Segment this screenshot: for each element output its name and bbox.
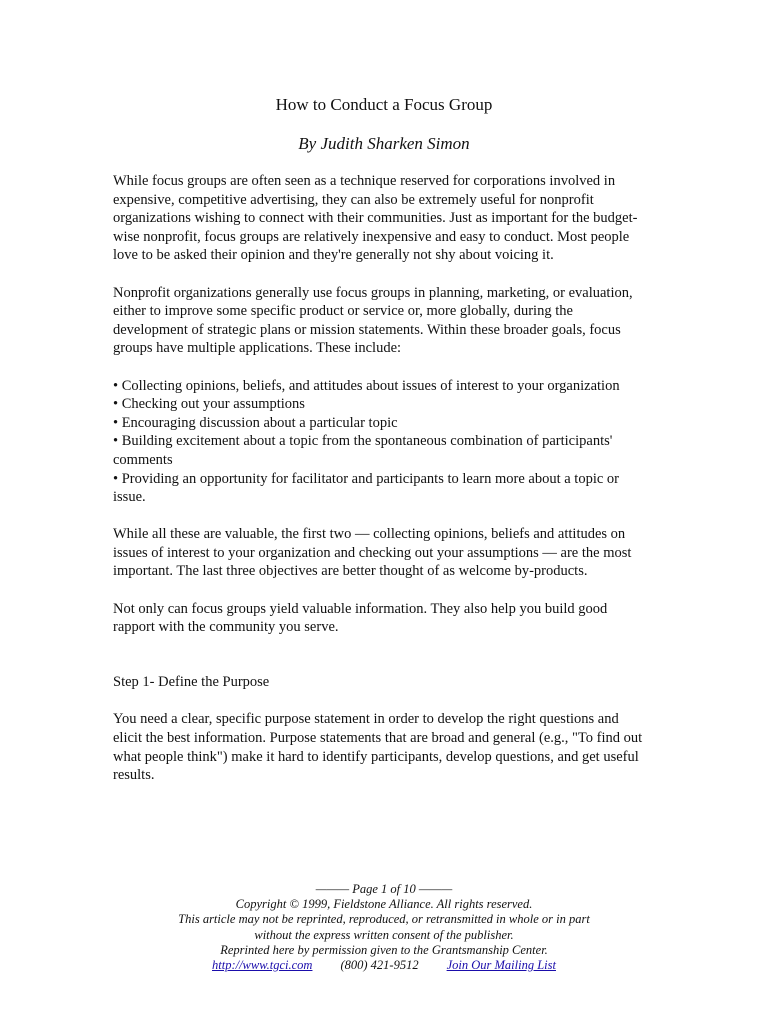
website-link[interactable]: http://www.tgci.com: [212, 958, 313, 973]
list-item: • Encouraging discussion about a particular topic: [113, 414, 398, 431]
applications-paragraph: Nonprofit organizations generally use focus groups in planning, marketing, or evaluation, either to improve some specific product or service or, more globally, during the development of strategic plans or mission statements. Within these broader goals, focus groups have multiple applications. These include:: [113, 284, 633, 357]
applications-list: [113, 377, 648, 507]
list-item: • Collecting opinions, beliefs, and attitudes about issues of interest to your organization: [113, 377, 620, 394]
document-body: [113, 172, 648, 803]
reprint-notice-line: without the express written consent of the publisher.: [254, 927, 514, 942]
intro-paragraph: While focus groups are often seen as a technique reserved for corporations involved in expensive, competitive advertising, they can also be extremely useful for nonprofit organizations wishing to connect with their communities. Just as important for the budget-wise nonprofit, focus groups are relatively inexpensive and easy to conduct. Most people love to be asked their opinion and they're generally not shy about voicing it.: [113, 173, 638, 264]
list-item: • Checking out your assumptions: [113, 396, 305, 413]
rapport-paragraph: Not only can focus groups yield valuable information. They also help you build good rapport with the community you serve.: [113, 600, 608, 636]
page-footer: [0, 882, 768, 973]
mailing-list-link[interactable]: Join Our Mailing List: [446, 958, 556, 973]
objectives-paragraph: While all these are valuable, the first two — collecting opinions, beliefs and attitudes on issues of interest to your organization and checking out your assumptions — are the most important. The last three objectives are better thought of as welcome by-products.: [113, 526, 632, 580]
copyright-line: Copyright © 1999, Fieldstone Alliance. All rights reserved.: [235, 897, 533, 912]
phone-number: (800) 421-9512: [340, 958, 419, 973]
list-item: • Providing an opportunity for facilitator and participants to learn more about a topic or issue.: [113, 470, 619, 506]
document-title: How to Conduct a Focus Group: [275, 95, 493, 114]
document-author: By Judith Sharken Simon: [298, 134, 470, 153]
list-item: • Building excitement about a topic from the spontaneous combination of participants' comments: [113, 433, 613, 468]
step-1-heading: Step 1- Define the Purpose: [113, 673, 270, 690]
page-indicator: ——— Page 1 of 10 ———: [315, 882, 453, 896]
reprint-notice-line: This article may not be reprinted, reproduced, or retransmitted in whole or in part: [178, 912, 590, 927]
reprint-permission: Reprinted here by permission given to the Grantsmanship Center.: [220, 942, 548, 957]
footer-links-row: [0, 958, 768, 973]
step-1-paragraph: You need a clear, specific purpose statement in order to develop the right questions and elicit the best information. Purpose statements that are broad and general (e.g., "To find out what people think") make it hard to identify participants, develop questions, and get useful results.: [113, 711, 643, 784]
